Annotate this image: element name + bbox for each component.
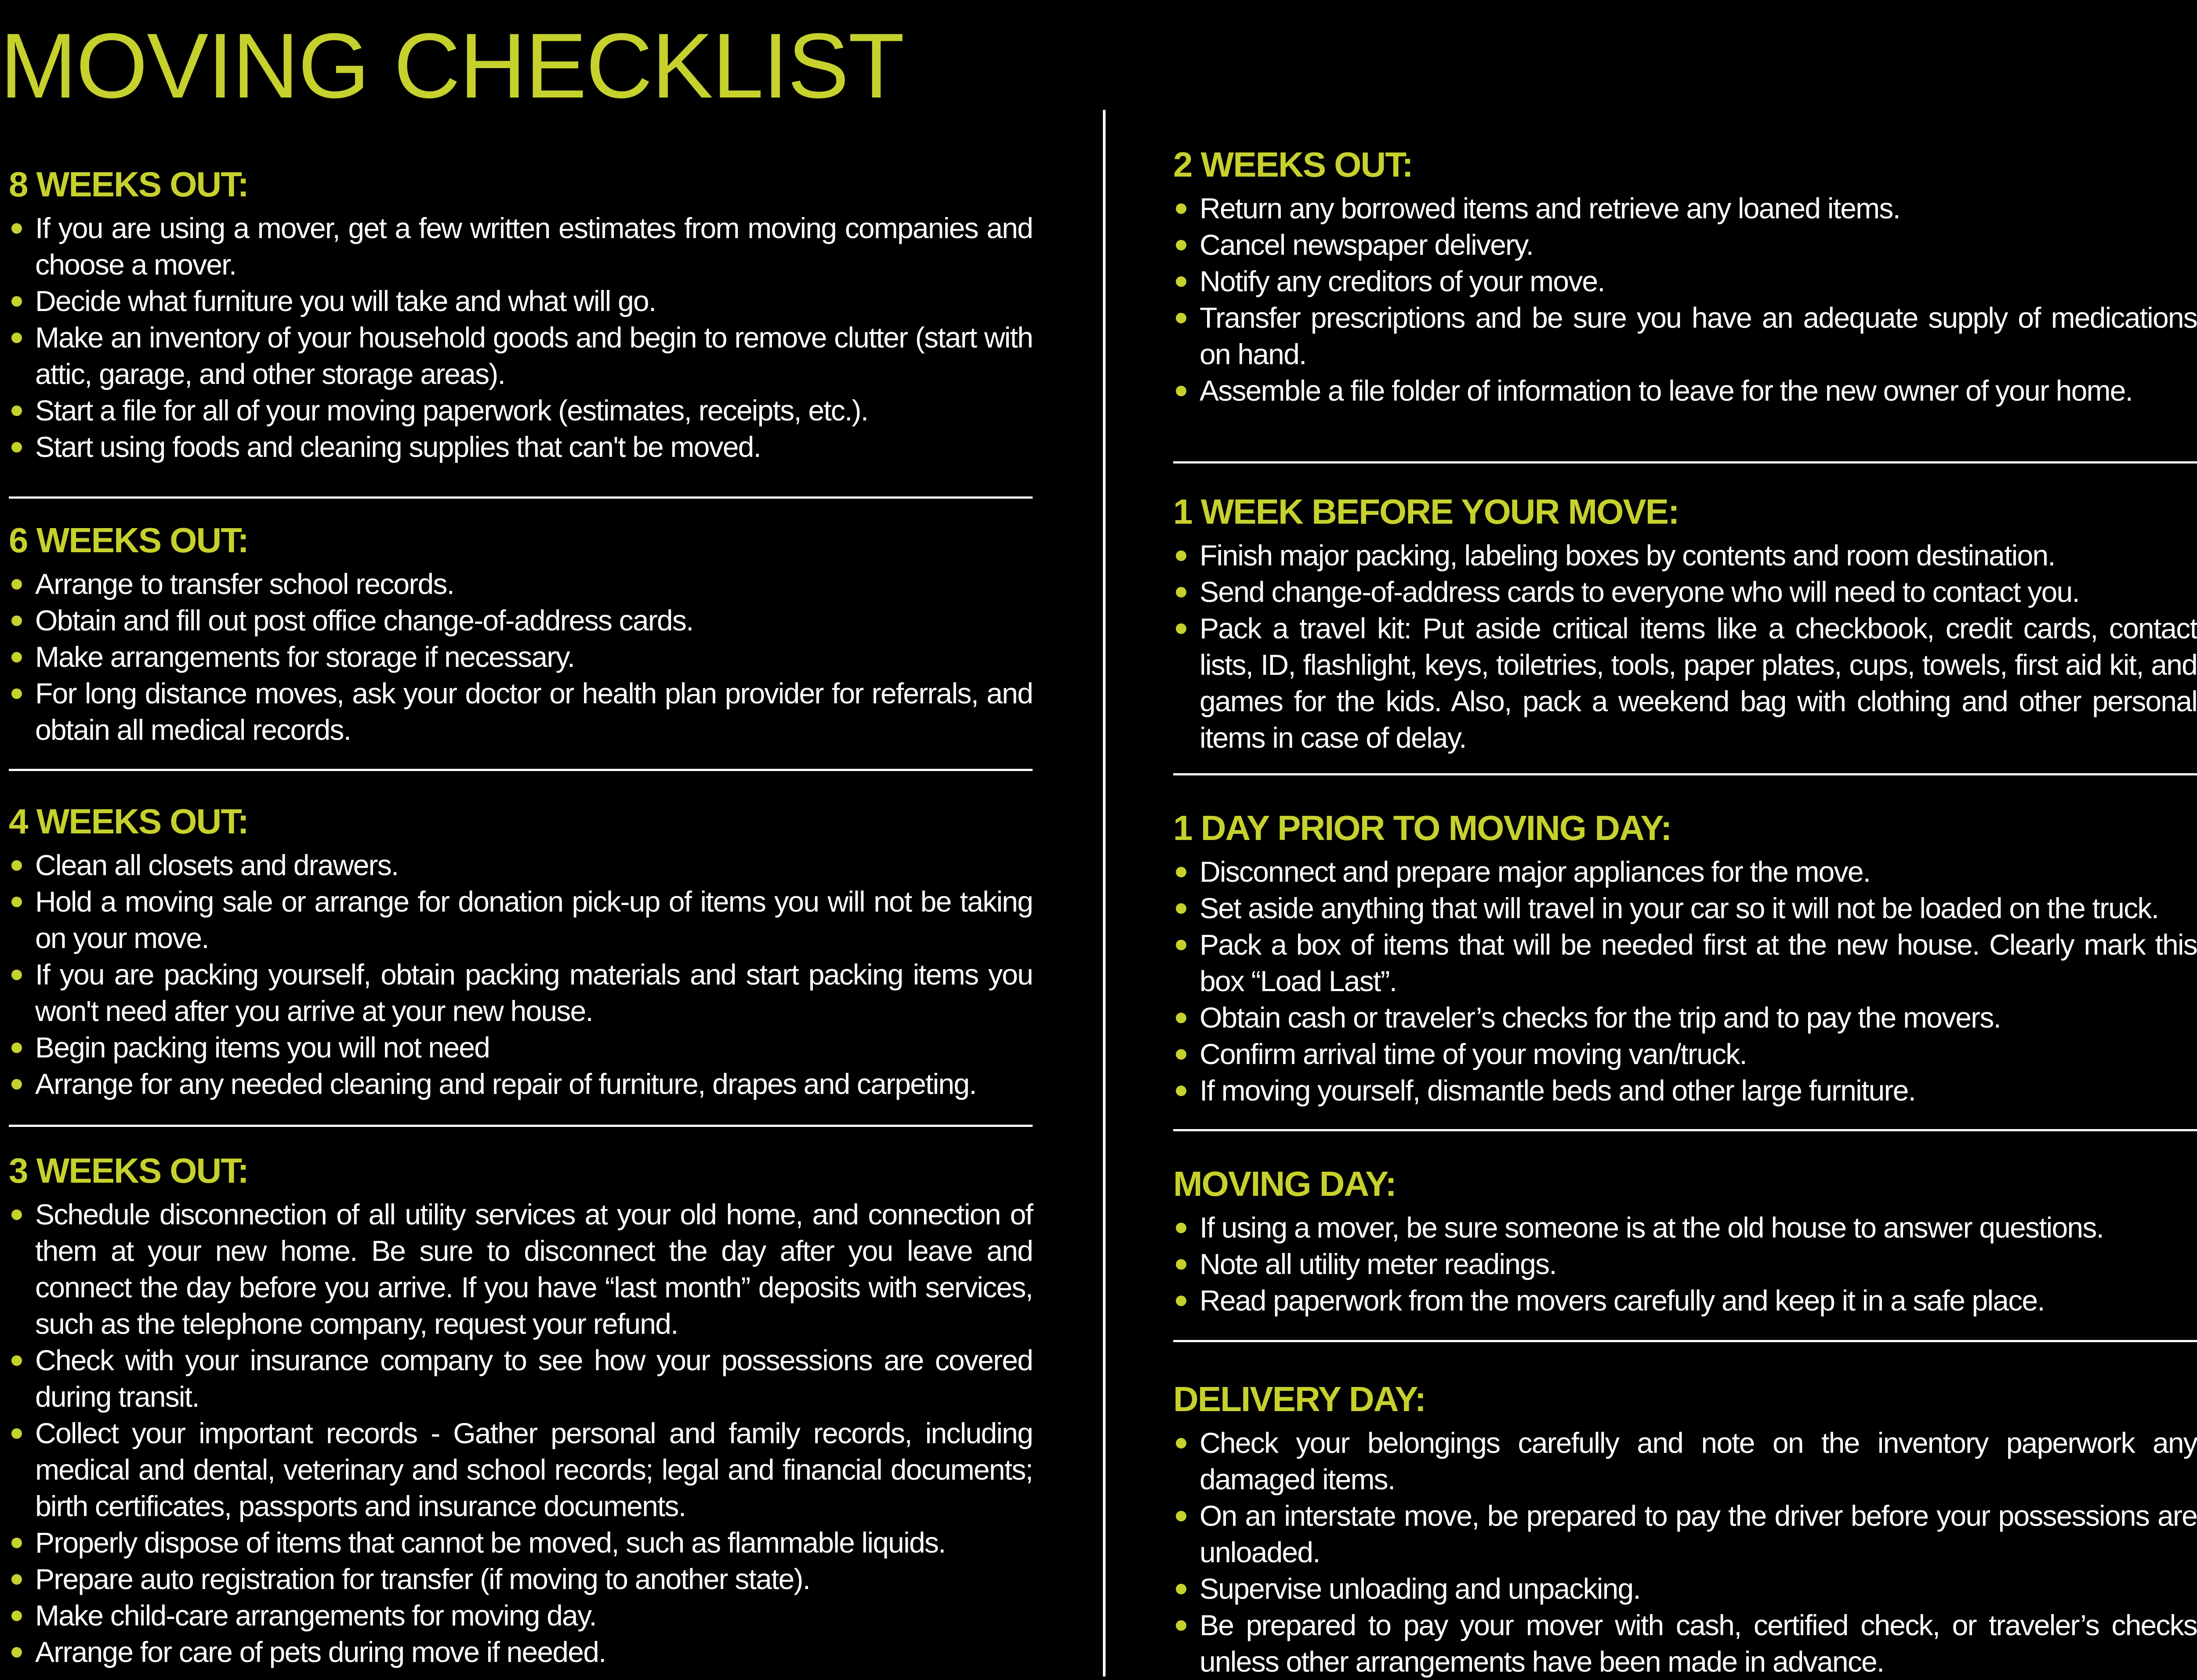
section-divider [1173,1129,2197,1131]
checklist-items [9,1196,1033,1670]
section-divider [1173,773,2197,775]
checklist-item: Send change-of-address cards to everyone who will need to contact you. [1173,574,2197,610]
column-divider [1103,110,1106,1676]
checklist-item: Clean all closets and drawers. [9,847,1033,883]
checklist-item: On an interstate move, be prepared to pay the driver before your possessions are unloaded. [1173,1498,2197,1571]
checklist-item: Check with your insurance company to see how your possessions are covered during transit. [9,1342,1033,1415]
checklist-section [1173,1379,2197,1680]
checklist-item: Confirm arrival time of your moving van/truck. [1173,1036,2197,1072]
checklist-item: Transfer prescriptions and be sure you have an adequate supply of medications on hand. [1173,300,2197,373]
section-divider [9,769,1033,771]
checklist-item: Assemble a file folder of information to leave for the new owner of your home. [1173,373,2197,409]
checklist-items [9,847,1033,1102]
checklist-item: Begin packing items you will not need [9,1029,1033,1066]
checklist-item: If moving yourself, dismantle beds and other large furniture. [1173,1072,2197,1109]
checklist-items [1173,854,2197,1109]
checklist-items [1173,190,2197,409]
checklist-item: Set aside anything that will travel in your car so it will not be loaded on the truck. [1173,890,2197,927]
checklist-items [1173,1209,2197,1319]
checklist-section [9,167,1033,465]
checklist-items [9,210,1033,465]
checklist-item: Obtain and fill out post office change-of-address cards. [9,602,1033,639]
checklist-items [1173,537,2197,756]
checklist-item: Return any borrowed items and retrieve any loaned items. [1173,190,2197,227]
checklist-item: Schedule disconnection of all utility services at your old home, and connection of them at your new home. Be sure to disconnect the day after you leave and connect the day before you arrive. If you have “last month” deposits with services, such as the telephone company, request your refund. [9,1196,1033,1342]
checklist-section [1173,494,2197,756]
checklist-item: If using a mover, be sure someone is at the old house to answer questions. [1173,1209,2197,1246]
checklist-section [1173,147,2197,409]
checklist-item: If you are using a mover, get a few written estimates from moving companies and choose a mover. [9,210,1033,283]
checklist-item: Pack a box of items that will be needed first at the new house. Clearly mark this box “Load Last”. [1173,927,2197,999]
checklist-item: If you are packing yourself, obtain packing materials and start packing items you won't need after you arrive at your new house. [9,956,1033,1029]
section-heading: MOVING DAY: [1173,1164,1396,1203]
checklist-section [9,523,1033,748]
checklist-item: For long distance moves, ask your doctor or health plan provider for referrals, and obtain all medical records. [9,675,1033,748]
checklist-item: Arrange for any needed cleaning and repair of furniture, drapes and carpeting. [9,1066,1033,1102]
checklist-item: Check your belongings carefully and note on the inventory paperwork any damaged items. [1173,1425,2197,1498]
checklist-section [9,1153,1033,1670]
checklist-item: Make arrangements for storage if necessary. [9,639,1033,675]
section-heading: 1 DAY PRIOR TO MOVING DAY: [1173,808,1671,847]
checklist-item: Arrange to transfer school records. [9,566,1033,602]
checklist-item: Pack a travel kit: Put aside critical items like a checkbook, credit cards, contact lists, ID, flashlight, keys, toiletries, tools, paper plates, cups, towels, first aid kit, and games for the kids. Also, pack a weekend bag with clothing and other personal items in case of delay. [1173,610,2197,756]
page-title: MOVING CHECKLIST [0,14,904,117]
checklist-item: Supervise unloading and unpacking. [1173,1571,2197,1607]
checklist-item: Notify any creditors of your move. [1173,263,2197,300]
checklist-items [1173,1425,2197,1680]
checklist-item: Obtain cash or traveler’s checks for the trip and to pay the movers. [1173,999,2197,1036]
checklist-item: Start using foods and cleaning supplies that can't be moved. [9,429,1033,465]
section-divider [9,1125,1033,1127]
checklist-item: Prepare auto registration for transfer (if moving to another state). [9,1561,1033,1597]
checklist-item: Disconnect and prepare major appliances for the move. [1173,854,2197,890]
checklist-items [9,566,1033,748]
checklist-item: Read paperwork from the movers carefully and keep it in a safe place. [1173,1282,2197,1319]
checklist-item: Start a file for all of your moving paperwork (estimates, receipts, etc.). [9,392,1033,429]
section-heading: DELIVERY DAY: [1173,1379,1426,1419]
section-divider [9,496,1033,499]
checklist-section [9,804,1033,1102]
section-divider [1173,461,2197,463]
checklist-item: Decide what furniture you will take and what will go. [9,283,1033,319]
section-heading: 8 WEEKS OUT: [9,165,248,204]
checklist-item: Collect your important records - Gather personal and family records, including medical and dental, veterinary and school records; legal and financial documents; birth certificates, passports and insurance documents. [9,1415,1033,1524]
section-heading: 3 WEEKS OUT: [9,1151,248,1190]
checklist-item: Hold a moving sale or arrange for donation pick-up of items you will not be taking on your move. [9,883,1033,956]
section-heading: 6 WEEKS OUT: [9,521,248,560]
section-divider [1173,1340,2197,1342]
checklist-item: Note all utility meter readings. [1173,1246,2197,1282]
checklist-item: Make child-care arrangements for moving day. [9,1597,1033,1634]
checklist-item: Properly dispose of items that cannot be moved, such as flammable liquids. [9,1524,1033,1561]
checklist-item: Make an inventory of your household goods and begin to remove clutter (start with attic, garage, and other storage areas). [9,319,1033,392]
checklist-item: Arrange for care of pets during move if needed. [9,1634,1033,1670]
section-heading: 4 WEEKS OUT: [9,802,248,841]
checklist-item: Finish major packing, labeling boxes by contents and room destination. [1173,537,2197,574]
checklist-item: Be prepared to pay your mover with cash, certified check, or traveler’s checks unless other arrangements have been made in advance. [1173,1607,2197,1680]
checklist-section [1173,808,2197,1109]
checklist-section [1173,1166,2197,1319]
checklist-item: Cancel newspaper delivery. [1173,227,2197,263]
section-heading: 2 WEEKS OUT: [1173,145,1413,184]
section-heading: 1 WEEK BEFORE YOUR MOVE: [1173,492,1679,531]
